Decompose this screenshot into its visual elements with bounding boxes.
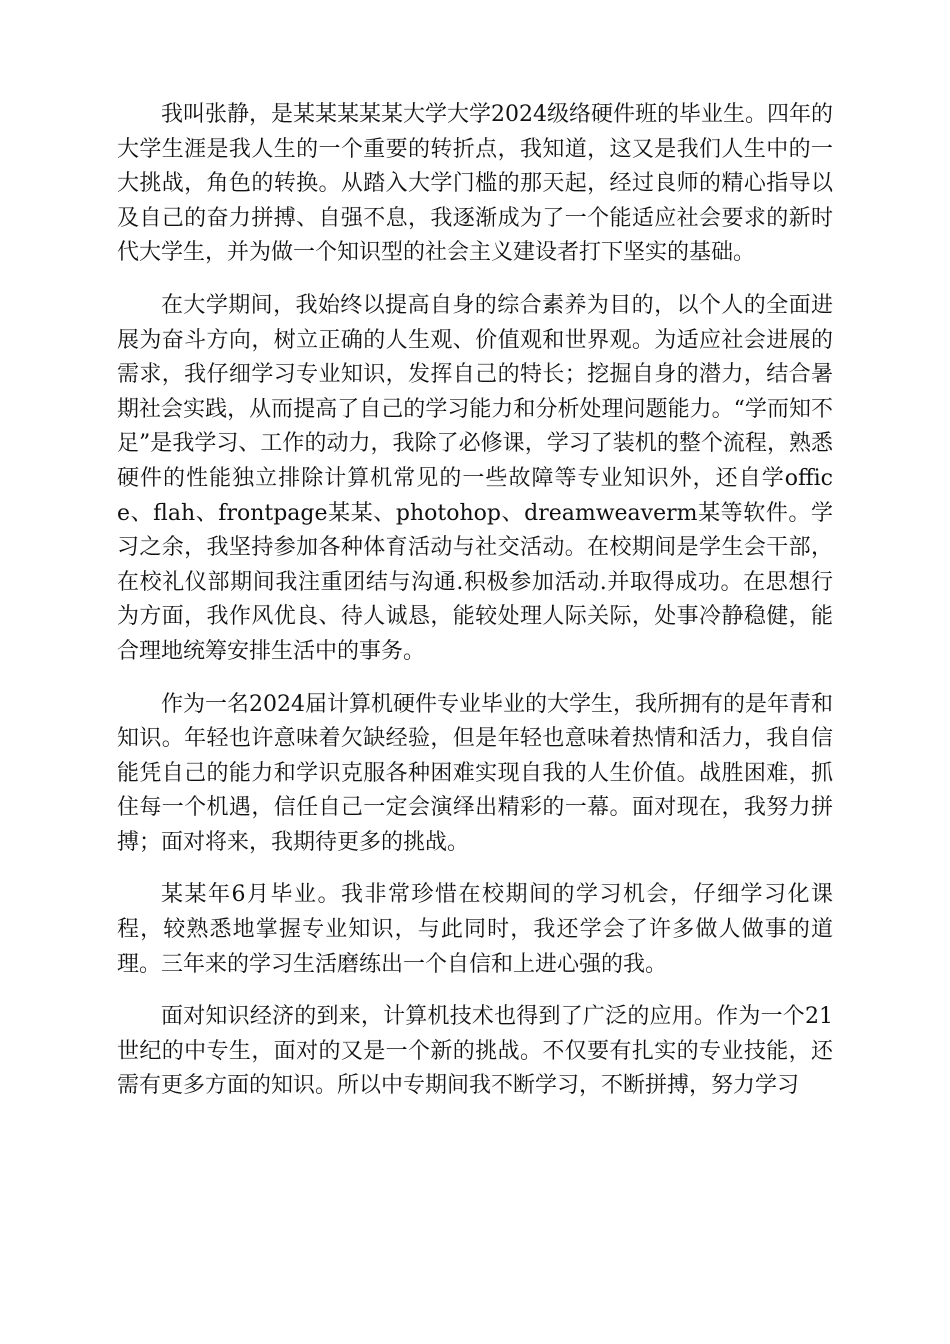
paragraph-university-period: 在大学期间，我始终以提高自身的综合素养为目的，以个人的全面进展为奋斗方向，树立正确的人生观、价值观和世界观。为适应社会进展的需求，我仔细学习专业知识，发挥自己的特长；挖掘自身的潜力，结合暑期社会实践，从而提高了自己的学习能力和分析处理问题能力。“学而知不足”是我学习、工作的动力，我除了必修课，学习了装机的整个流程，熟悉硬件的性能独立排除计算机常见的一些故障等专业知识外，还自学office、flah、frontpage某某、photohop、dreamweaverm某等软件。学习之余，我坚持参加各种体育活动与社交活动。在校期间是学生会干部，在校礼仪部期间我注重团结与沟通.积极参加活动.并取得成功。在思想行为方面，我作风优良、待人诚恳，能较处理人际关际，处事冷静稳健，能合理地统筹安排生活中的事务。 xyxy=(117,292,833,664)
paragraph-graduate-self: 作为一名2024届计算机硬件专业毕业的大学生，我所拥有的是年青和知识。年轻也许意味着欠缺经验，但是年轻也意味着热情和活力，我自信能凭自己的能力和学识克服各种困难实现自我的人生价值。战胜困难，抓住每一个机遇，信任自己一定会演绎出精彩的一幕。面对现在，我努力拼搏；面对将来，我期待更多的挑战。 xyxy=(117,691,833,855)
paragraph-knowledge-economy: 面对知识经济的到来，计算机技术也得到了广泛的应用。作为一个21世纪的中专生，面对的又是一个新的挑战。不仅要有扎实的专业技能，还需有更多方面的知识。所以中专期间我不断学习，不断拼搏，努力学习 xyxy=(117,1004,833,1099)
paragraph-intro: 我叫张静，是某某某某某大学大学2024级络硬件班的毕业生。四年的大学生涯是我人生的一个重要的转折点，我知道，这又是我们人生中的一大挑战，角色的转换。从踏入大学门槛的那天起，经过良师的精心指导以及自己的奋力拼搏、自强不息，我逐渐成为了一个能适应社会要求的新时代大学生，并为做一个知识型的社会主义建设者打下坚实的基础。 xyxy=(117,102,833,266)
paragraph-graduation: 某某年6月毕业。我非常珍惜在校期间的学习机会，仔细学习化课程，较熟悉地掌握专业知识，与此同时，我还学会了许多做人做事的道理。三年来的学习生活磨练出一个自信和上进心强的我。 xyxy=(117,882,833,977)
document-body xyxy=(117,98,833,1122)
